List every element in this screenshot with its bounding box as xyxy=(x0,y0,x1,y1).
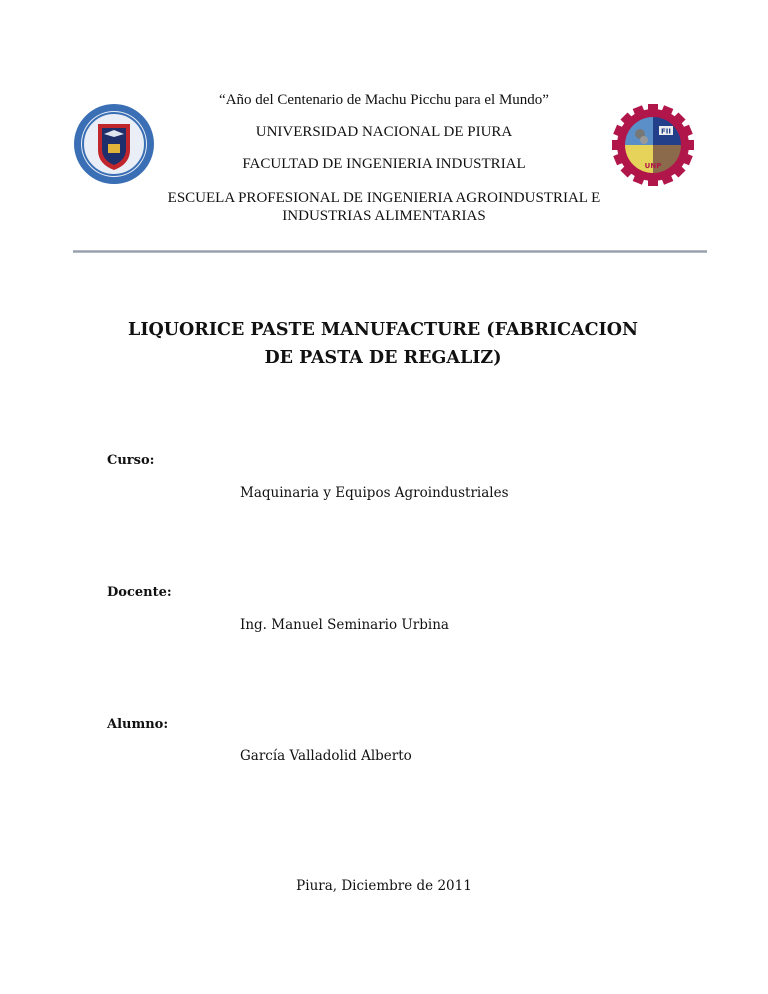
svg-text:FII: FII xyxy=(661,127,671,136)
school-name-line2: INDUSTRIAS ALIMENTARIAS xyxy=(282,208,486,224)
teacher-label: Docente: xyxy=(107,585,172,600)
course-value: Maquinaria y Equipos Agroindustriales xyxy=(240,485,509,501)
document-title-line1: LIQUORICE PASTE MANUFACTURE (FABRICACION xyxy=(128,320,638,340)
faculty-gear-logo xyxy=(612,104,694,186)
student-value: García Valladolid Alberto xyxy=(240,748,412,764)
university-name: UNIVERSIDAD NACIONAL DE PIURA xyxy=(255,124,513,140)
student-label: Alumno: xyxy=(107,717,169,732)
document-title-line2: DE PASTA DE REGALIZ) xyxy=(264,348,502,368)
motto: “Año del Centenario de Machu Picchu para el Mundo” xyxy=(219,92,549,108)
faculty-name: FACULTAD DE INGENIERIA INDUSTRIAL xyxy=(242,156,526,172)
school-name-line1: ESCUELA PROFESIONAL DE INGENIERIA AGROINDUSTRIAL E xyxy=(167,190,601,206)
svg-text:UNP: UNP xyxy=(644,162,662,170)
teacher-value: Ing. Manuel Seminario Urbina xyxy=(240,617,449,633)
place-date: Piura, Diciembre de 2011 xyxy=(296,878,472,894)
course-label: Curso: xyxy=(107,453,155,468)
header-divider xyxy=(73,250,707,253)
university-seal-logo xyxy=(72,102,156,186)
